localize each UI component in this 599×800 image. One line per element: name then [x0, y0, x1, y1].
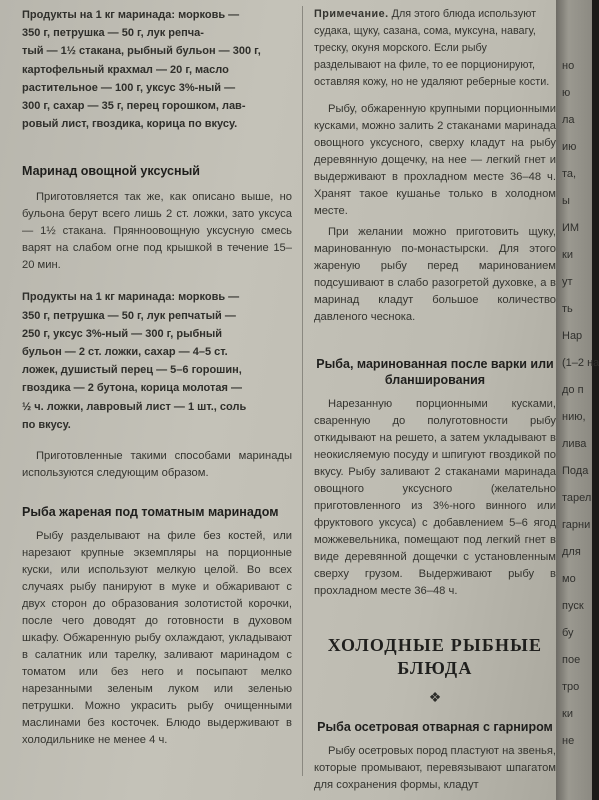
right-paragraph-1: Рыбу, обжаренную крупными порционными кусками, можно залить 2 стаканами маринада овощного уксусного, сверху кладут на рыбу деревянную дощечку, на нее — легкий гнет и выдерживают в прохладном месте 36–48 ч. Хранят такое кушанье только в холодном месте.	[314, 103, 556, 217]
edge-fragment: ю	[562, 87, 571, 99]
right-paragraph-3: Нарезанную порционными кусками, сваренную до полуготовности рыбу откидывают на решето, а затем укладывают в неокисляемую посуду и шпигуют гвоздикой по вкусу. Рыбу заливают 2 стаканами маринада овощного уксусного (желательно приготовленного из 3%-ного винного или фруктового уксуса) с добавлением 5–6 ягод можжевельника, помещают под легкий гнет в виде деревянной дощечки с установленным сверху грузом. Выдерживают рыбу в прохладном месте 36–48 ч.	[314, 398, 556, 597]
section-title-fried-fish: Рыба жареная под томатным маринадом	[22, 505, 279, 520]
next-page-fragments	[556, 0, 599, 800]
edge-fragment: (1–2 на	[562, 357, 599, 369]
section-title-marinade: Маринад овощной уксусный	[22, 164, 200, 179]
edge-fragment: гарни	[562, 519, 591, 531]
edge-fragment: бу	[562, 627, 574, 639]
edge-fragment: мо	[562, 573, 576, 585]
note-paragraph	[314, 6, 556, 91]
edge-fragment: Пода	[562, 465, 589, 477]
ingredient-line: Продукты на 1 кг маринада: морковь —	[22, 291, 240, 304]
ingredient-line: ½ ч. ложки, лавровый лист — 1 шт., соль	[22, 400, 247, 413]
edge-fragment: ы	[562, 195, 570, 207]
ingredient-line: бульон — 2 ст. ложки, сахар — 4–5 ст.	[22, 346, 228, 359]
right-paragraph-4: Рыбу осетровых пород пластуют на звенья, которые промывают, перевязывают шпагатом для сохранения формы, кладут	[314, 745, 556, 791]
ornament-icon: ❖	[428, 691, 442, 706]
edge-fragment: ки	[562, 249, 573, 261]
ingredient-line: ложек, душистый перец — 5–6 горошин,	[22, 364, 242, 377]
ingredients-list-1	[22, 6, 292, 133]
usage-paragraph: Приготовленные такими способами маринады используются следующим образом.	[22, 450, 292, 480]
ingredient-line: тый — 1½ стакана, рыбный бульон — 300 г,	[22, 45, 261, 58]
right-paragraph-2: При желании можно приготовить щуку, маринованную по-монастырски. Для этого жареную рыбу перед маринованием подсушивают в слабо разогретой духовке, а в маринад кладут большое количество давленого чеснока.	[314, 226, 556, 323]
ingredient-line: Продукты на 1 кг маринада: морковь —	[22, 9, 240, 21]
edge-fragment: тро	[562, 681, 580, 693]
edge-fragment: тарел	[562, 492, 592, 504]
next-page-edge	[556, 0, 599, 800]
ingredient-line: гвоздика — 2 бутона, корица молотая —	[22, 382, 242, 395]
note-text: Для этого блюда используют судака, щуку, сазана, сома, муксуна, навагу, треску, окуня морского. Если рыбу разделывают на филе, то ее порционируют, оставляя кожу, но не удаляют реберные кости.	[314, 8, 550, 88]
ingredient-line: 300 г, сахар — 35 г, перец горошком, лав-	[22, 100, 246, 113]
ingredient-line: 250 г, уксус 3%-ный — 300 г, рыбный	[22, 327, 223, 340]
edge-fragment: ию	[562, 141, 577, 153]
edge-fragment: нию,	[562, 411, 586, 423]
edge-fragment: не	[562, 735, 575, 747]
section-title-boiled-marinated: Рыба, маринованная после варки или бланширования	[316, 357, 554, 387]
edge-fragment: для	[562, 546, 581, 558]
edge-fragment: пое	[562, 654, 581, 666]
edge-fragment: пуск	[562, 600, 584, 612]
left-column	[22, 6, 292, 749]
ingredient-line: по вкусу.	[22, 418, 71, 431]
ingredient-line: ровый лист, гвоздика, корица по вкусу.	[22, 118, 238, 131]
edge-fragment: до п	[562, 384, 584, 396]
fried-fish-paragraph: Рыбу разделывают на филе без костей, или нарезают крупные экземпляры на порционные куски, или используют мелкую целой. Во всех случаях рыбу панируют в муке и обжаривают с двух сторон до образования золотистой корочки, после чего доводят до готовности в духовом шкафу. Обжаренную рыбу охлаждают, укладывают в салатник или тарелку, заливают маринадом с томатом или без него и посыпают мелко нарезанными зеленым луком или зеленью петрушки. Можно украсить рыбу очищенными маслинами без косточек. Блюдо выдерживают в холодильнике не менее 4 ч.	[22, 530, 292, 747]
ingredient-line: растительное — 100 г, уксус 3%-ный —	[22, 81, 236, 94]
column-divider	[302, 6, 303, 776]
edge-fragment: Нар	[562, 330, 583, 342]
ingredients-list-2	[22, 288, 292, 434]
ingredient-line: 350 г, петрушка — 50 г, лук репчатый —	[22, 309, 236, 322]
edge-fragment: та,	[562, 168, 577, 180]
edge-fragment: лива	[562, 438, 587, 450]
right-column	[314, 6, 556, 794]
edge-fragment: ки	[562, 708, 573, 720]
ingredient-line: картофельный крахмал — 20 г, масло	[22, 63, 229, 76]
ingredient-line: 350 г, петрушка — 50 г, лук репча-	[22, 27, 204, 40]
note-label: Примечание.	[314, 8, 389, 20]
chapter-title: ХОЛОДНЫЕ РЫБНЫЕ БЛЮДА	[327, 635, 543, 678]
edge-fragment: ИМ	[562, 222, 580, 234]
edge-fragment: ут	[562, 276, 573, 288]
edge-fragment: ла	[562, 114, 575, 126]
marinade-paragraph: Приготовляется так же, как описано выше, но бульона берут всего лишь 2 ст. ложки, зато уксуса — 1½ стакана. Прянноовощную уксусную смесь варят на слабом огне под крышкой в течение 15–20 мин.	[22, 191, 292, 272]
section-title-sturgeon: Рыба осетровая отварная с гарниром	[317, 720, 553, 734]
edge-fragment: ть	[562, 303, 573, 315]
edge-fragment: но	[562, 60, 575, 72]
